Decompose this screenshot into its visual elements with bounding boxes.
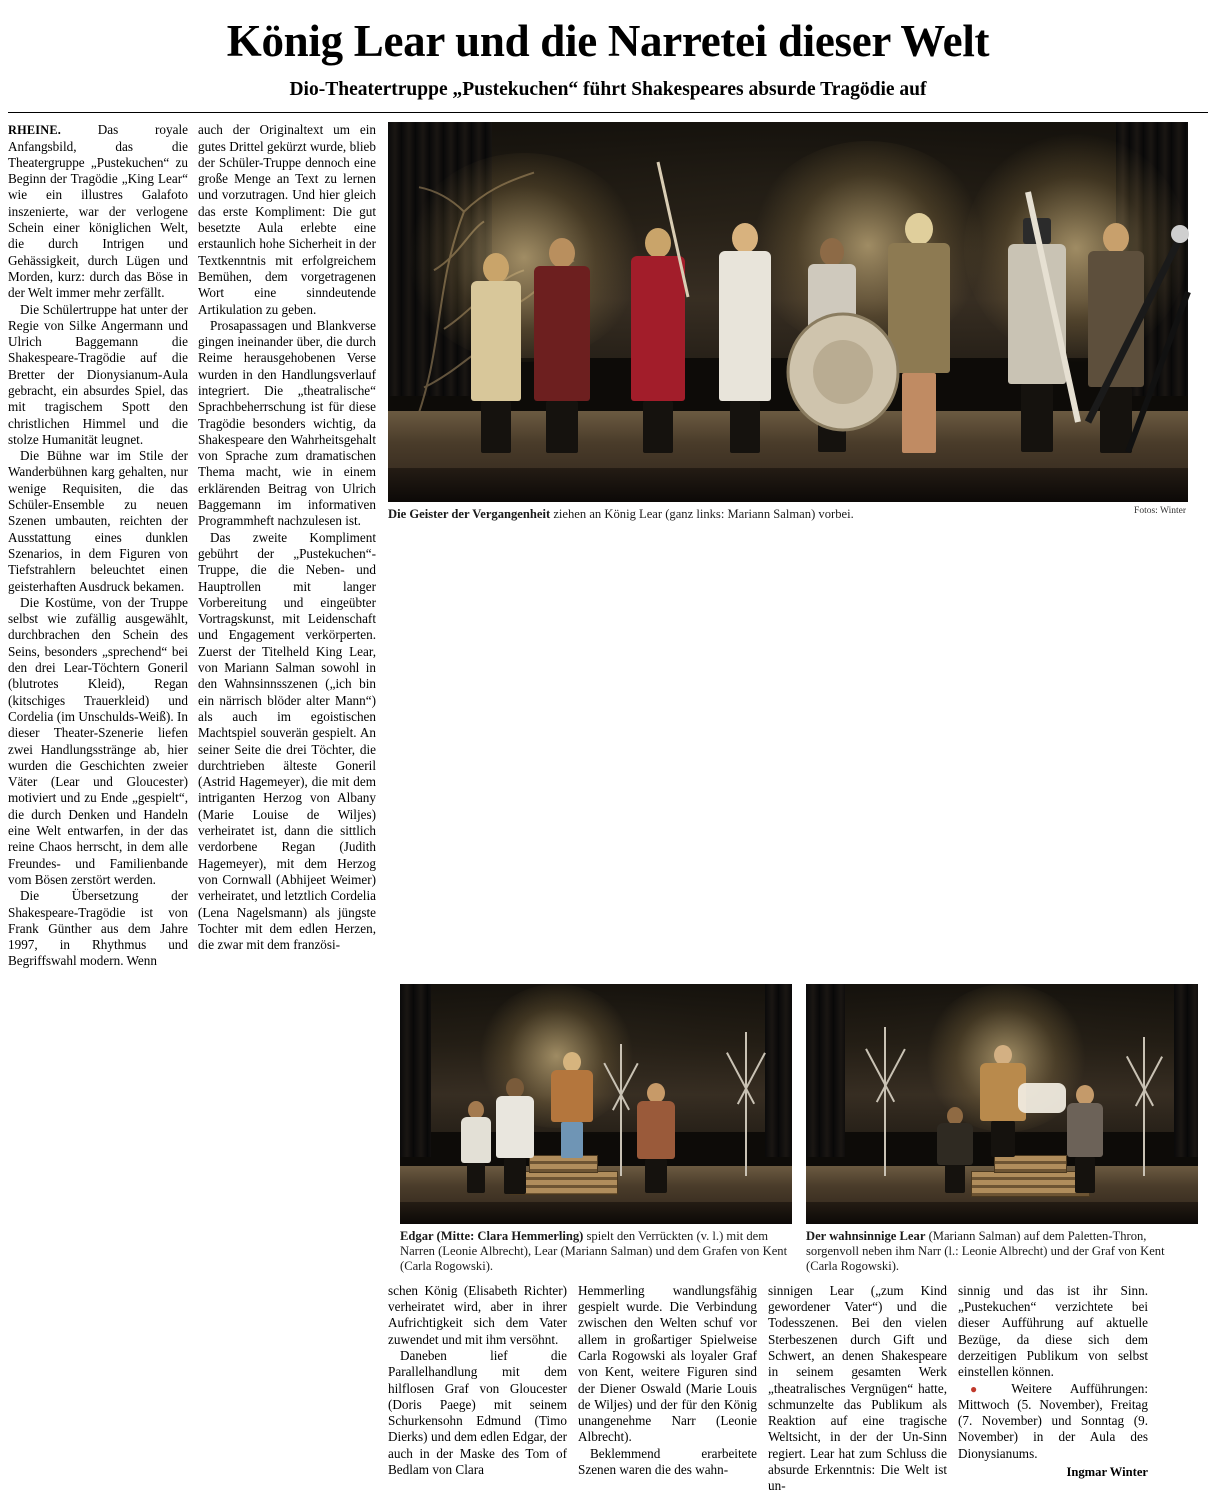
mid-right-photo-block [806, 984, 1198, 1275]
paragraph: schen König (Elisabeth Richter) verheiratet wird, aber in ihrer Aufrichtigkeit sich dem Vater zuwendet und mit ihm versöhnt. [388, 1282, 567, 1347]
divider [8, 112, 1208, 113]
paragraph: Prosapassagen und Blankverse gingen ineinander über, die durch Reime herausgehobenen Verse wurden in den Handlungsverlauf integriert. Die „theatralische“ Sprachbeherrschung ist für diese Tragödie besonders wichtig, da Shakespeare den Wahrheitsgehalt von Sprache zum dramatischen Thema macht, wie in einem erklärenden Beitrag von Ulrich Baggemann im informativen Programmheft nachzulesen ist. [198, 317, 376, 529]
dateline: RHEINE. [8, 123, 61, 138]
article-column-2 [198, 122, 388, 953]
main-photo-caption [388, 507, 1188, 522]
paragraph: sinnigen Lear („zum Kind gewordener Vater“) und die Todesszenen. Bei den vielen Sterbeszenen durch Gift und Schwert, an denen Shakespeare in seinem gesamten Werk „theatralisches Vergnügen“ hatte, schmunzelte das Publikum als Reaktion auf eine tragische Weltsicht, in der der Un-Sinn regiert. Lear hat zum Schluss die absurde Erkenntnis: Die Welt ist un- [768, 1282, 947, 1494]
mid-right-photo-caption [806, 1229, 1198, 1275]
article-column-1 [8, 122, 198, 969]
props-icon [388, 122, 1188, 502]
mid-left-stage-photo [400, 984, 792, 1224]
article-column-4 [578, 1283, 768, 1495]
caption-lead: Der wahnsinnige Lear [806, 1228, 926, 1243]
paragraph: Hemmerling wandlungsfähig gespielt wurde. Die Verbindung zwischen den Welten schuf vor allem in großartiger Spielweise Carla Rogowski als loyaler Graf von Kent, weitere Figuren sind der Diener Oswald (Marie Louis de Wiljes) und der für den König unangenehme Narr (Leonie Albrecht). [578, 1282, 757, 1445]
caption-lead: Edgar (Mitte: Clara Hemmerling) [400, 1228, 584, 1243]
caption-text: (Mariann Salman) auf dem Paletten-Thron, sorgenvoll neben ihm Narr (l.: Leonie Albrecht) und der Graf von Kent (Carla Rogowski). [806, 1228, 1165, 1274]
paragraph: sinnig und das ist ihr Sinn. „Pustekuchen“ verzichtete bei dieser Aufführung auf aktuelle Bezüge, da diese sich dem derzeitigen Publikum von selbst einstellen können. [958, 1282, 1148, 1380]
page-title: König Lear und die Narretei dieser Welt [226, 16, 990, 66]
caption-lead: Die Geister der Vergangenheit [388, 507, 551, 522]
paragraph: Die Übersetzung der Shakespeare-Tragödie ist von Frank Günther aus dem Jahre 1997, in Rhythmus und Begriffswahl modern. Wenn [8, 888, 188, 969]
subheadline: Dio-Theatertruppe „Pustekuchen“ führt Shakespeares absurde Tragödie auf [289, 79, 927, 101]
caption-text: spielt den Verrückten (v. l.) mit dem Narren (Leonie Albrecht), Lear (Mariann Salman) und dem Grafen von Kent (Carla Rogowski). [400, 1228, 788, 1274]
newspaper-page [0, 16, 1216, 1494]
mid-right-stage-photo [806, 984, 1198, 1224]
article-column-6 [958, 1283, 1148, 1495]
main-photo-block [388, 122, 1188, 522]
photo-credit: Fotos: Winter [1134, 506, 1186, 517]
caption-text: ziehen an König Lear (ganz links: Mariann Salman) vorbei. [550, 507, 854, 522]
paragraph: Daneben lief die Parallelhandlung mit dem hilflosen Graf von Gloucester (Doris Paege) mit seinem Schurkensohn Edmund (Timo Dierks) und dem edlen Edgar, der auch in der Maske des Tom of Bedlam von Clara [388, 1347, 567, 1478]
mid-left-photo-block [400, 984, 792, 1275]
byline: Ingmar Winter [1066, 1465, 1148, 1480]
paragraph [8, 122, 188, 301]
article-column-5 [768, 1283, 958, 1495]
bullet-icon: ● [970, 1381, 993, 1396]
top-block [8, 122, 1208, 969]
performance-notice [958, 1381, 1148, 1462]
paragraph-text: Das royale Anfangsbild, das die Theatergruppe „Pustekuchen“ zu Beginn der Tragödie „King Lear“ wie ein illustres Galafoto inszenierte, war der verlogene Schein einer königlichen Welt, die durch Intrigen und Gehässigkeit, durch Lügen und Morden, kurz: durch das Böse in der Welt immer mehr zerfällt. [8, 122, 188, 301]
mid-left-photo-caption [400, 1229, 792, 1275]
paragraph: auch der Originaltext um ein gutes Drittel gekürzt wurde, blieb der Schüler-Truppe dennoch eine große Menge an Text zu lernen und vorzutragen. Und hier gleich das erste Kompliment: Die gut besetzte Aula erlebte eine erstaunlich hohe Sicherheit in der Textkenntnis mit erfolgreichem Bemühen, dem vorgetragenen Wort eine sinndeutende Artikulation zu geben. [198, 122, 376, 317]
article-column-3 [388, 1283, 578, 1495]
article-column-2-cont [198, 1283, 388, 1495]
bottom-columns [8, 1283, 1208, 1495]
middle-photo-block [8, 984, 1208, 1275]
notice-text: Weitere Aufführungen: Mittwoch (5. November), Freitag (7. November) und Sonntag (9. November) in der Aula des Dionysianums. [958, 1380, 1148, 1461]
paragraph: Beklemmend erarbeitete Szenen waren die des wahn- [578, 1445, 757, 1478]
paragraph: Die Schülertruppe hat unter der Regie von Silke Angermann und Ulrich Baggemann die Shakespeare-Tragödie auf die Bretter der Dionysianum-Aula gebracht, ein absurdes Spiel, das mit tragischem Spott den christlichen Himmel und die stolze Humanität leugnet. [8, 301, 188, 447]
paragraph: Die Bühne war im Stile der Wanderbühnen karg gehalten, nur wenige Requisiten, die das Schüler-Ensemble zu neuen Szenen umbauten, reichten der Ausstattung eines dunklen Szenarios, in dem Figuren von Tiefstrahlern beleuchtet einen geisterhaften Ausdruck bekamen. [8, 448, 188, 594]
paragraph: Die Kostüme, von der Truppe selbst wie zufällig ausgewählt, durchbrachen den Schein des Seins, besonders „sprechend“ bei den drei Lear-Töchtern Goneril (blutrotes Kleid), Regan (kitschiges Trauerkleid) und Cordelia (im Unschulds-Weiß). In dieser Theater-Szenerie liefen zwei Handlungsstränge ab, hier wurden die Geschichten zweier Väter (Lear und Gloucester) motiviert und zu Ende „gespielt“, die durch Denken und Handeln eine Welt entwarfen, in der das reine Chaos herrscht, in dem alle Freundes- und Familienbande vom Bösen zerstört werden. [8, 594, 188, 887]
article-column-1-cont [8, 1283, 198, 1495]
paragraph: Das zweite Kompliment gebührt der „Pustekuchen“-Truppe, die die Neben- und Hauptrollen mit langer Vorbereitung und eingeübter Vortragskunst, mit Leidenschaft und Engagement verkörperten. Zuerst der Titelheld King Lear, von Mariann Salman sowohl in den Wahnsinnsszenen („ich bin ein närrisch blöder alter Mann“) als auch im egoistischen Machtspiel souverän gespielt. An seiner Seite die drei Töchter, die durchtrieben älteste Goneril (Astrid Hagemeyer), die mit dem intriganten Herzog von Albany (Marie Louise de Wiljes) verheiratet ist, dann die sittlich verdorbene Regan (Judith Hagemeyer), mit dem Herzog von Cornwall (Abhijeet Weimer) verheiratet, und letztlich Cordelia (Lena Nagelsmann) als jüngste Tochter mit dem edlen Herzen, die zwar mit dem französi- [198, 529, 376, 953]
